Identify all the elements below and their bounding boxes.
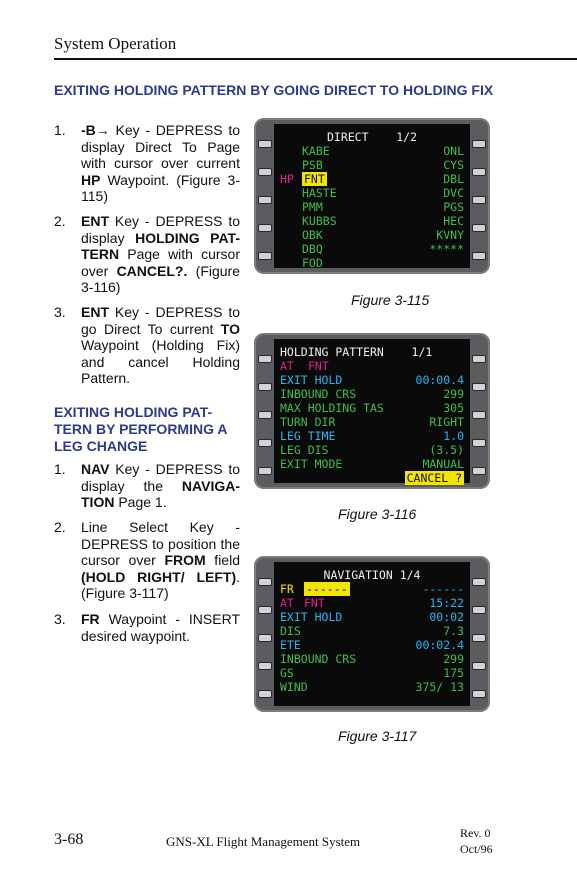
- fms-display-navigation: [254, 556, 490, 712]
- line-select-key[interactable]: [258, 578, 272, 586]
- s2-step-2: 2. Line Select Key - DEPRESS to position the cursor over FROM field (HOLD RIGHT/ LEFT). (Figure 3-117): [54, 519, 240, 601]
- line-select-key[interactable]: [472, 168, 486, 176]
- page-title: DIRECT 1/2: [326, 130, 417, 144]
- line-select-key[interactable]: [258, 140, 272, 148]
- line-select-key[interactable]: [258, 634, 272, 642]
- s1-step-2: 2. ENT Key - DEPRESS to display HOLDING PAT-TERN Page with cursor over CANCEL?. (Figure 3-116): [54, 213, 241, 295]
- line-select-key[interactable]: [472, 383, 486, 391]
- figure-caption: Figure 3-116: [338, 506, 417, 522]
- line-select-key[interactable]: [472, 252, 486, 260]
- s1-step-3: 3. ENT Key - DEPRESS to go Direct To current TO Waypoint (Holding Fix) and cancel Holding Pattern.: [54, 304, 240, 386]
- product-name: GNS-XL Flight Management System: [166, 834, 361, 849]
- fms-display-holding: [254, 333, 490, 489]
- page-header: System Operation: [54, 34, 177, 53]
- section1-title: EXITING HOLDING PATTERN BY GOING DIRECT TO HOLDING FIX: [54, 82, 494, 98]
- line-select-key[interactable]: [472, 140, 486, 148]
- step-number: 1.: [54, 122, 66, 138]
- line-select-key[interactable]: [472, 411, 486, 419]
- line-select-key[interactable]: [258, 439, 272, 447]
- line-select-key[interactable]: [258, 662, 272, 670]
- line-select-key[interactable]: [472, 355, 486, 363]
- header-rule: [54, 58, 577, 60]
- line-select-key[interactable]: [472, 578, 486, 586]
- s2-step-1: 1. NAV Key - DEPRESS to display the NAVIGA-TION Page 1.: [54, 461, 240, 510]
- line-select-key[interactable]: [258, 168, 272, 176]
- s2-step-3: 3. FR Waypoint - INSERT desired waypoint.: [54, 611, 240, 644]
- cancel-cursor: CANCEL ?: [406, 471, 462, 485]
- line-select-key[interactable]: [258, 252, 272, 260]
- fms-screen: NAVIGATION 1/4 FR ------ ------ AT FNT 15:22 EXIT HOLD 00:02 DIS 7.3 ETE 00:02.4 INBOUND CRS 299 GS 175 WIND 375/ 13: [274, 562, 470, 706]
- line-select-key[interactable]: [258, 383, 272, 391]
- line-select-key[interactable]: [258, 196, 272, 204]
- figure-caption: Figure 3-115: [351, 292, 430, 308]
- figure-caption: Figure 3-117: [338, 728, 417, 744]
- page-title: HOLDING PATTERN 1/1: [280, 345, 433, 359]
- line-select-key[interactable]: [258, 411, 272, 419]
- line-select-key[interactable]: [472, 690, 486, 698]
- section2-title: EXITING HOLDING PAT-TERN BY PERFORMING A LEG CHANGE: [54, 404, 227, 454]
- line-select-key[interactable]: [472, 196, 486, 204]
- revision-info: Rev. 0 Oct/96: [460, 826, 493, 856]
- hp-label: HP: [280, 172, 294, 186]
- cursor-fnt: FNT: [304, 172, 325, 186]
- line-select-key[interactable]: [258, 467, 272, 475]
- line-select-key[interactable]: [258, 355, 272, 363]
- line-select-key[interactable]: [472, 467, 486, 475]
- line-select-key[interactable]: [472, 662, 486, 670]
- fms-screen: HOLDING PATTERN 1/1 AT FNT EXIT HOLD 00:00.4 INBOUND CRS 299 MAX HOLDING TAS 305 TURN DIR RIGHT LEG TIME 1.0 LEG DIS (3.5) EXIT MODE MANUAL CANCEL ?: [274, 339, 470, 483]
- line-select-key[interactable]: [472, 224, 486, 232]
- page-title: NAVIGATION 1/4: [323, 568, 421, 582]
- s1-step-1: 1. -B→ Key - DEPRESS to display Direct To Page with cursor over current HP Waypoint. (Figure 3-115): [54, 122, 240, 204]
- direct-to-key-icon: -B→: [81, 122, 110, 138]
- from-field-cursor: ------: [306, 582, 348, 596]
- line-select-key[interactable]: [258, 224, 272, 232]
- fms-screen: DIRECT 1/2 KABE ONL PSB CYS HP FNT DBL HASTE DVC PMM PGS KUBBS HEC OBK KVNY DBQ ***** FOD: [274, 124, 470, 268]
- page-number: 3-68: [54, 831, 84, 848]
- fms-display-direct: [254, 118, 490, 274]
- line-select-key[interactable]: [472, 439, 486, 447]
- line-select-key[interactable]: [258, 606, 272, 614]
- line-select-key[interactable]: [472, 634, 486, 642]
- line-select-key[interactable]: [472, 606, 486, 614]
- line-select-key[interactable]: [258, 690, 272, 698]
